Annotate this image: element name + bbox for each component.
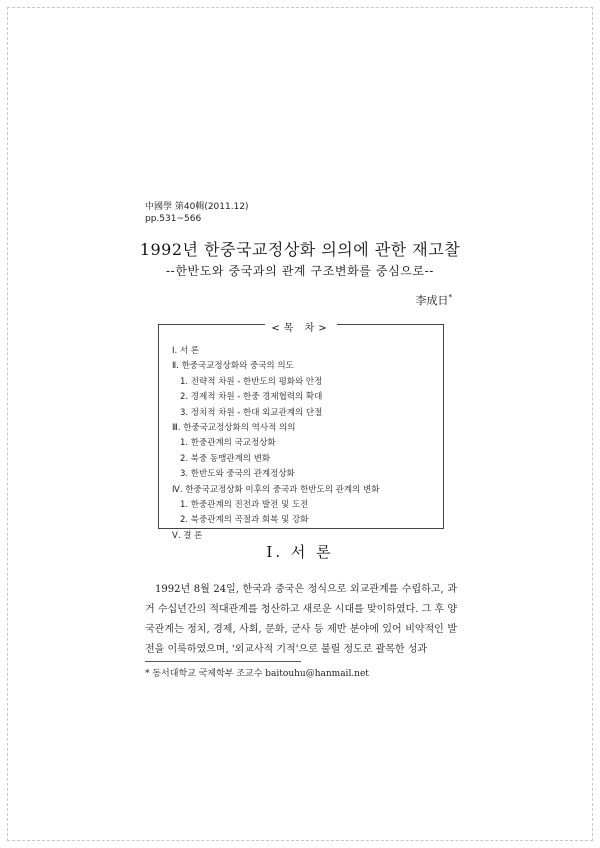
journal-info	[145, 201, 249, 225]
section-heading: Ⅰ. 서 론	[266, 543, 334, 561]
toc-item: 1. 한중관계의 진전과 발전 및 도전	[180, 500, 309, 511]
author	[416, 292, 453, 308]
toc-item: 3. 한반도와 중국의 관계정상화	[180, 469, 295, 480]
toc-item: Ⅴ. 결 론	[172, 530, 203, 541]
toc-item: 3. 정치적 차원 - 한대 외교관계의 단절	[180, 407, 323, 418]
toc-item: 2. 북중관계의 곡절과 회복 및 강화	[180, 515, 309, 526]
footnote: * 동서대학교 국제학부 조교수 baitouhu@hanmail.net	[145, 669, 369, 679]
article-title: 1992년 한중국교정상화 의의에 관한 재고찰	[139, 240, 461, 259]
toc-item: 2. 북중 동맹관계의 변화	[180, 453, 271, 464]
toc-item: 1. 전략적 차원 - 한반도의 평화와 안정	[180, 376, 323, 387]
toc-item: 1. 한중관계의 국교정상화	[180, 438, 276, 449]
journal-pages: pp.531~566	[145, 214, 202, 224]
article-subtitle: --한반도와 중국과의 관계 구조변화를 중심으로--	[166, 264, 434, 278]
footnote-divider	[145, 661, 301, 662]
toc-list	[172, 344, 379, 544]
toc-heading: <목 차>	[265, 323, 336, 334]
table-of-contents	[158, 323, 444, 541]
journal-volume: 中國學 第40輯(2011.12)	[145, 202, 249, 212]
toc-item: Ⅳ. 한중국교정상화 이후의 중국과 한반도의 관계의 변화	[172, 484, 380, 495]
author-footnote-mark: *	[448, 293, 452, 302]
toc-item: Ⅰ. 서 론	[172, 346, 200, 356]
toc-item: Ⅱ. 한중국교정상화와 중국의 의도	[172, 361, 294, 372]
toc-item: 2. 경제적 차원 - 한중 경제협력의 확대	[180, 392, 323, 403]
toc-item: Ⅲ. 한중국교정상화의 역사적 의의	[172, 423, 296, 434]
body-text	[145, 580, 457, 660]
body-paragraph: 1992년 8월 24일, 한국과 중국은 정식으로 외교관계를 수립하고, 과거 수십년간의 적대관계를 청산하고 새로운 시대를 맞이하였다. 그 후 양국관계는 정치, 경제, 사회, 문화, 군사 등 제반 분야에 있어 비약적인 발전을 이룩하였으며, '외교사적 기적'으로 불릴 정도로 괄목한 성과	[145, 584, 457, 655]
author-name: 李成日	[415, 294, 449, 307]
